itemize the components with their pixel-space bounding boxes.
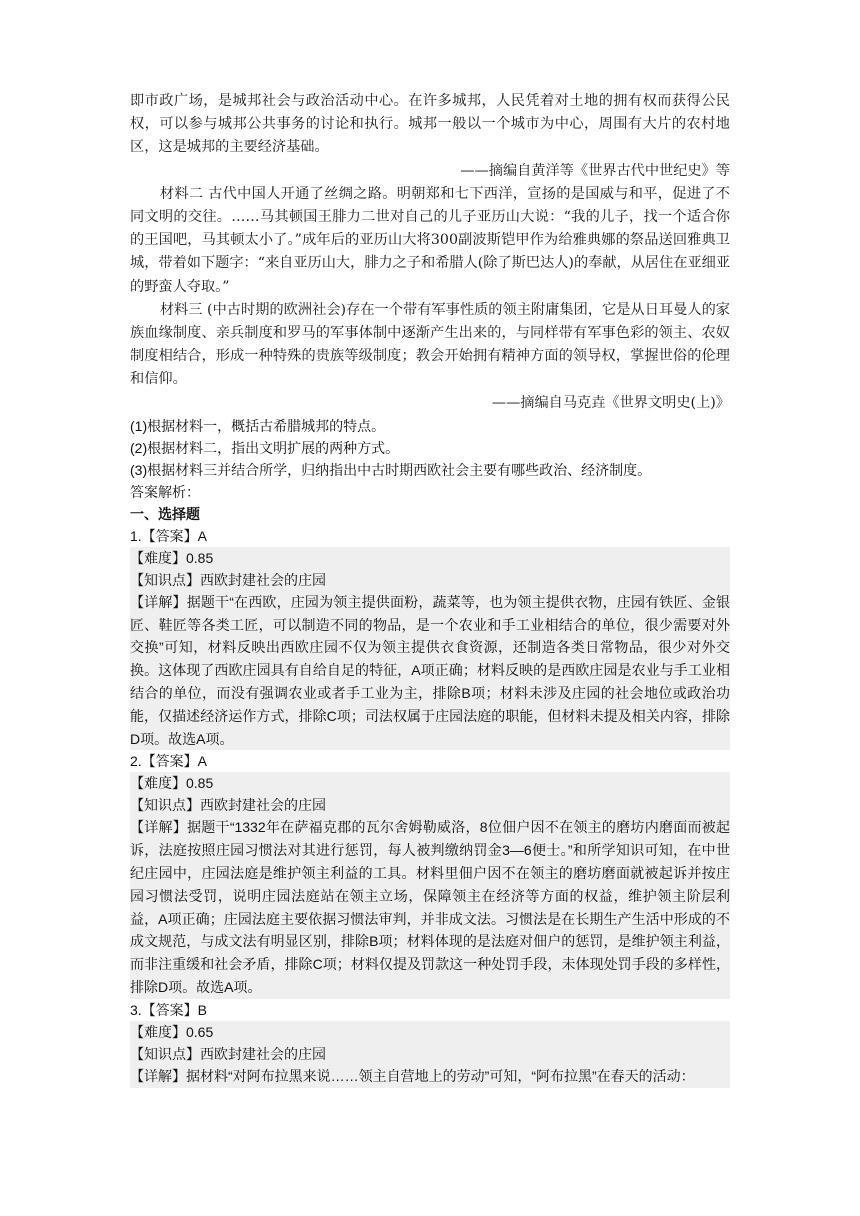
answer-line: 2.【答案】A (130, 753, 208, 770)
answer-line: 3.【答案】B (130, 1001, 208, 1018)
answer-block (130, 750, 730, 998)
material-three-source: ——摘编自马克垚《世界文明史(上)》 (491, 394, 730, 411)
material-two: 材料二 古代中国人开通了丝绸之路。明朝郑和七下西洋，宣扬的是国威与和平，促进了不同文明的交往。……马其顿国王腓力二世对自己的儿子亚历山大说：“我的儿子，找一个适合你的王国吧，马其顿太小了。”成年后的亚历山大将300副波斯铠甲作为给雅典娜的祭品送回雅典卫城，带着如下题字：“来自亚历山大，腓力之子和希腊人(除了斯巴达人)的奉献，从居住在亚细亚的野蛮人夺取。” (130, 185, 731, 295)
question-item: (2)根据材料二，指出文明扩展的两种方式。 (130, 439, 400, 456)
material-one-source: ——摘编自黄洋等《世界古代中世纪史》等 (460, 162, 730, 179)
detail-explanation: 【详解】据题干“1332年在萨福克郡的瓦尔舍姆勒威洛，8位佃户因不在领主的磨坊内磨面而被起诉，法庭按照庄园习惯法对其进行惩罚，每人被判缴纳罚金3—6便士。”和所学知识可知，在中世纪庄园中，庄园法庭是维护领主利益的工具。材料里佃户因不在领主的磨坊磨面就被起诉并按庄园习惯法受罚，说明庄园法庭站在领主立场，保障领主在经济等方面的权益，维护领主阶层利益，A项正确；庄园法庭主要依据习惯法审判，并非成文法。习惯法是在长期生产生活中形成的不成文规范，与成文法有明显区别，排除B项；材料体现的是法庭对佃户的惩罚，是维护领主利益，而非注重缓和社会矛盾，排除C项；材料仅提及罚款这一种处罚手段，未体现处罚手段的多样性，排除D项。故选A项。 (130, 816, 730, 998)
answer-line: 1.【答案】A (130, 527, 208, 544)
answer-analysis-label: 答案解析： (130, 483, 200, 500)
detail-explanation: 【详解】据材料“对阿布拉黑来说……领主自营地上的劳动”可知，“阿布拉黑”在春天的活动： (130, 1065, 730, 1088)
difficulty-line: 【难度】0.85 (130, 547, 730, 569)
question-item: (3)根据材料三并结合所学，归纳指出中古时期西欧社会主要有哪些政治、经济制度。 (130, 461, 652, 478)
answer-block (130, 525, 730, 751)
knowledge-point-line: 【知识点】西欧封建社会的庄园 (130, 794, 730, 816)
difficulty-line: 【难度】0.85 (130, 772, 730, 794)
knowledge-point-line: 【知识点】西欧封建社会的庄园 (130, 1043, 730, 1065)
document-content (130, 90, 730, 1088)
section-title: 一、选择题 (130, 505, 200, 522)
difficulty-line: 【难度】0.65 (130, 1021, 730, 1043)
detail-explanation: 【详解】据题干“在西欧，庄园为领主提供面粉，蔬菜等，也为领主提供衣物，庄园有铁匠、金银匠、鞋匠等各类工匠，可以制造不同的物品，是一个农业和手工业相结合的单位，很少需要对外交换”可知，材料反映出西欧庄园不仅为领主提供衣食资源，还制造各类日常物品，很少对外交换。这体现了西欧庄园具有自给自足的特征，A项正确；材料反映的是西欧庄园是农业与手工业相结合的单位，而没有强调农业或者手工业为主，排除B项；材料未涉及庄园的社会地位或政治功能，仅描述经济运作方式，排除C项；司法权属于庄园法庭的职能，但材料未提及相关内容，排除D项。故选A项。 (130, 591, 730, 751)
question-list (130, 415, 730, 481)
knowledge-point-line: 【知识点】西欧封建社会的庄园 (130, 569, 730, 591)
question-item: (1)根据材料一，概括古希腊城邦的特点。 (130, 417, 386, 434)
material-three: 材料三 (中古时期的欧洲社会)存在一个带有军事性质的领主附庸集团，它是从日耳曼人的家族血缘制度、亲兵制度和罗马的军事体制中逐渐产生出来的，与同样带有军事色彩的领主、农奴制度相结合，形成一种特殊的贵族等级制度；教会开始拥有精神方面的领导权，掌握世俗的伦理和信仰。 (130, 301, 730, 388)
material-one-continuation: 即市政广场，是城邦社会与政治活动中心。在许多城邦，人民凭着对土地的拥有权而获得公民权，可以参与城邦公共事务的讨论和执行。城邦一般以一个城市为中心，周围有大片的农村地区，这是城邦的主要经济基础。 (130, 93, 730, 156)
answer-block (130, 999, 730, 1088)
